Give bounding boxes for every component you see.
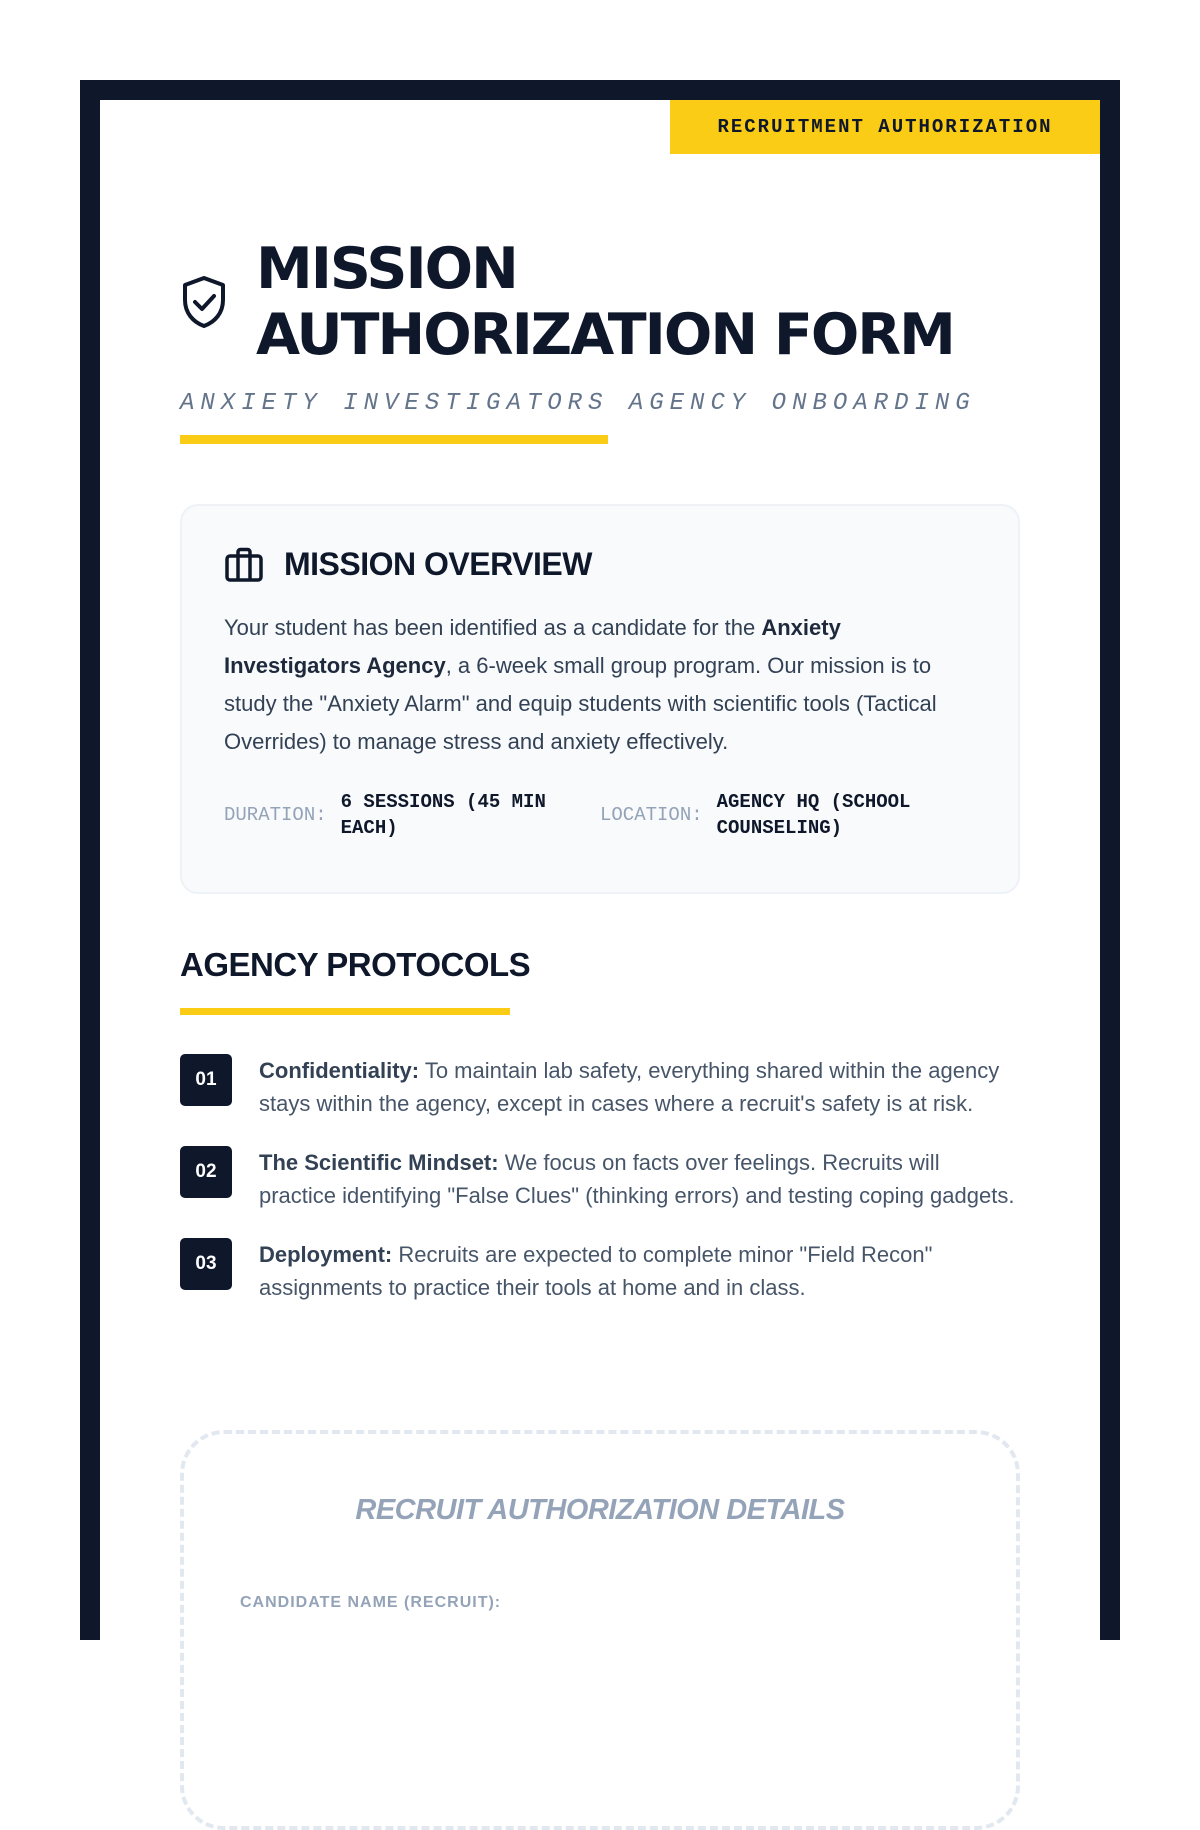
overview-body-post: , a 6-week small group program. Our mission is to study the "Anxiety Alarm" and equip students with scientific tools (Tactical Overrides) to manage stress and anxiety effectively.	[224, 653, 937, 754]
protocol-list	[180, 1054, 1020, 1330]
protocol-text	[259, 1054, 1020, 1120]
overview-body	[224, 609, 976, 761]
briefcase-icon	[224, 547, 264, 583]
location-value: AGENCY HQ (SCHOOL COUNSELING)	[716, 791, 911, 839]
page-subtitle: ANXIETY INVESTIGATORS AGENCY ONBOARDING	[180, 390, 976, 417]
protocol-item	[180, 1238, 1020, 1304]
shield-check-icon	[180, 274, 228, 330]
corner-tag: RECRUITMENT AUTHORIZATION	[670, 100, 1100, 154]
overview-meta-row	[224, 789, 976, 841]
title-row	[180, 236, 1040, 368]
location-label: LOCATION:	[600, 804, 703, 826]
candidate-name-label: CANDIDATE NAME (RECRUIT):	[240, 1594, 502, 1611]
protocol-heading: Confidentiality:	[259, 1058, 420, 1083]
duration-meta	[224, 789, 600, 841]
protocols-accent-rule	[180, 1008, 510, 1015]
protocol-number: 03	[180, 1238, 232, 1290]
duration-value: 6 SESSIONS (45 MIN EACH)	[340, 791, 546, 839]
title-block	[180, 236, 1040, 444]
mission-overview-card	[180, 504, 1020, 894]
protocol-item	[180, 1054, 1020, 1120]
authorization-title: RECRUIT AUTHORIZATION DETAILS	[355, 1494, 845, 1526]
overview-header	[224, 546, 976, 583]
protocol-text	[259, 1146, 1020, 1212]
protocols-title: AGENCY PROTOCOLS	[180, 946, 531, 983]
protocol-heading: Deployment:	[259, 1242, 393, 1267]
page-title-line2: AUTHORIZATION FORM	[256, 302, 954, 368]
page-title	[256, 236, 954, 368]
agency-name: Anxiety Investigators Agency	[224, 615, 841, 678]
protocol-description: To maintain lab safety, everything shared within the agency stays within the agency, except in cases where a recruit's safety is at risk.	[259, 1058, 1000, 1116]
protocol-heading: The Scientific Mindset:	[259, 1150, 499, 1175]
protocol-text	[259, 1238, 1020, 1304]
overview-title: MISSION OVERVIEW	[284, 546, 592, 582]
duration-label: DURATION:	[224, 804, 327, 826]
title-accent-rule	[180, 435, 608, 444]
form-sheet	[100, 100, 1100, 1640]
protocol-number: 02	[180, 1146, 232, 1198]
protocol-item	[180, 1146, 1020, 1212]
location-meta	[600, 789, 976, 841]
overview-body-pre: Your student has been identified as a candidate for the	[224, 615, 762, 640]
page-frame	[80, 80, 1120, 1640]
recruit-authorization-box	[180, 1430, 1020, 1830]
page-title-line1: MISSION	[256, 236, 517, 302]
protocol-description: Recruits are expected to complete minor "Field Recon" assignments to practice their tools at home and in class.	[259, 1242, 933, 1300]
protocol-description: We focus on facts over feelings. Recruits will practice identifying "False Clues" (thinking errors) and testing coping gadgets.	[259, 1150, 1015, 1208]
protocol-number: 01	[180, 1054, 232, 1106]
